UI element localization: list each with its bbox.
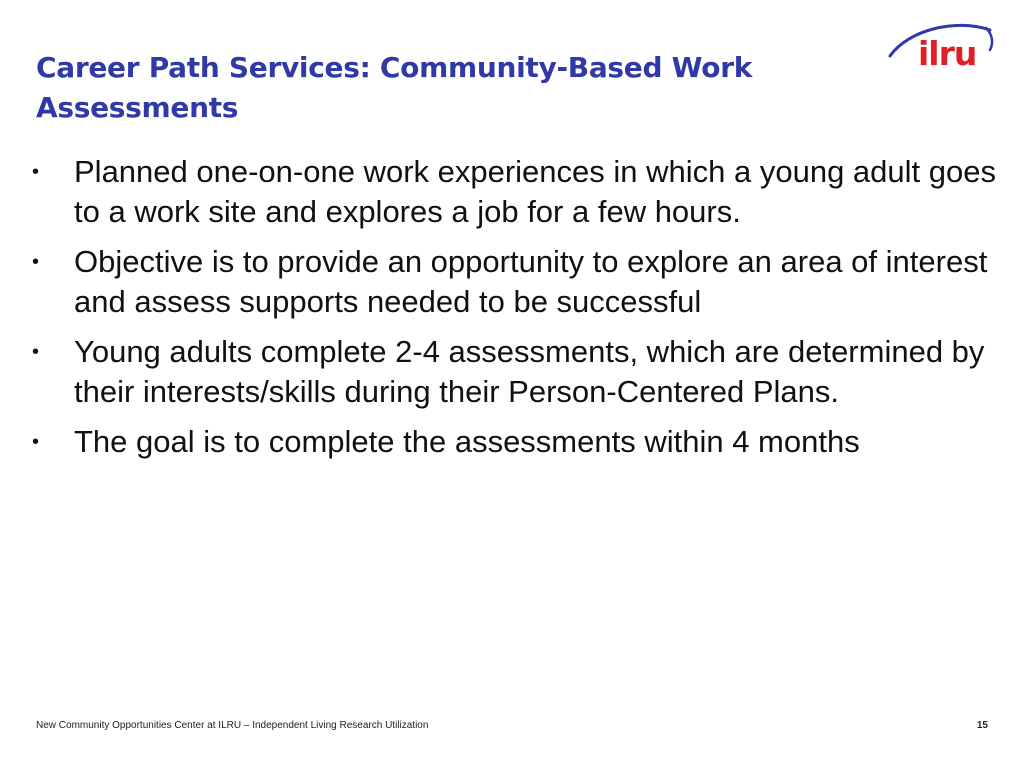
footer-text: New Community Opportunities Center at ILRU – Independent Living Research Utilization <box>36 720 429 731</box>
bullet-icon: • <box>32 431 40 453</box>
bullet-icon: • <box>32 161 40 183</box>
bullet-text: Objective is to provide an opportunity to explore an area of interest and assess supports needed to be successful <box>74 244 988 319</box>
logo-wordmark: ilru <box>918 34 977 73</box>
slide-title: Career Path Services: Community-Based Work Assessments <box>36 51 753 124</box>
bullet-icon: • <box>32 341 40 363</box>
ilru-logo <box>886 16 996 78</box>
bullet-text: Planned one-on-one work experiences in which a young adult goes to a work site and explores a job for a few hours. <box>74 154 996 229</box>
page-number: 15 <box>976 720 988 731</box>
bullet-item <box>30 332 1010 412</box>
bullet-list <box>30 152 1010 472</box>
bullet-item <box>30 242 1010 322</box>
bullet-text: The goal is to complete the assessments within 4 months <box>74 424 860 459</box>
bullet-text: Young adults complete 2-4 assessments, which are determined by their interests/skills during their Person-Centered Plans. <box>74 334 985 409</box>
bullet-item <box>30 152 1010 232</box>
bullet-icon: • <box>32 251 40 273</box>
bullet-item <box>30 422 1010 462</box>
